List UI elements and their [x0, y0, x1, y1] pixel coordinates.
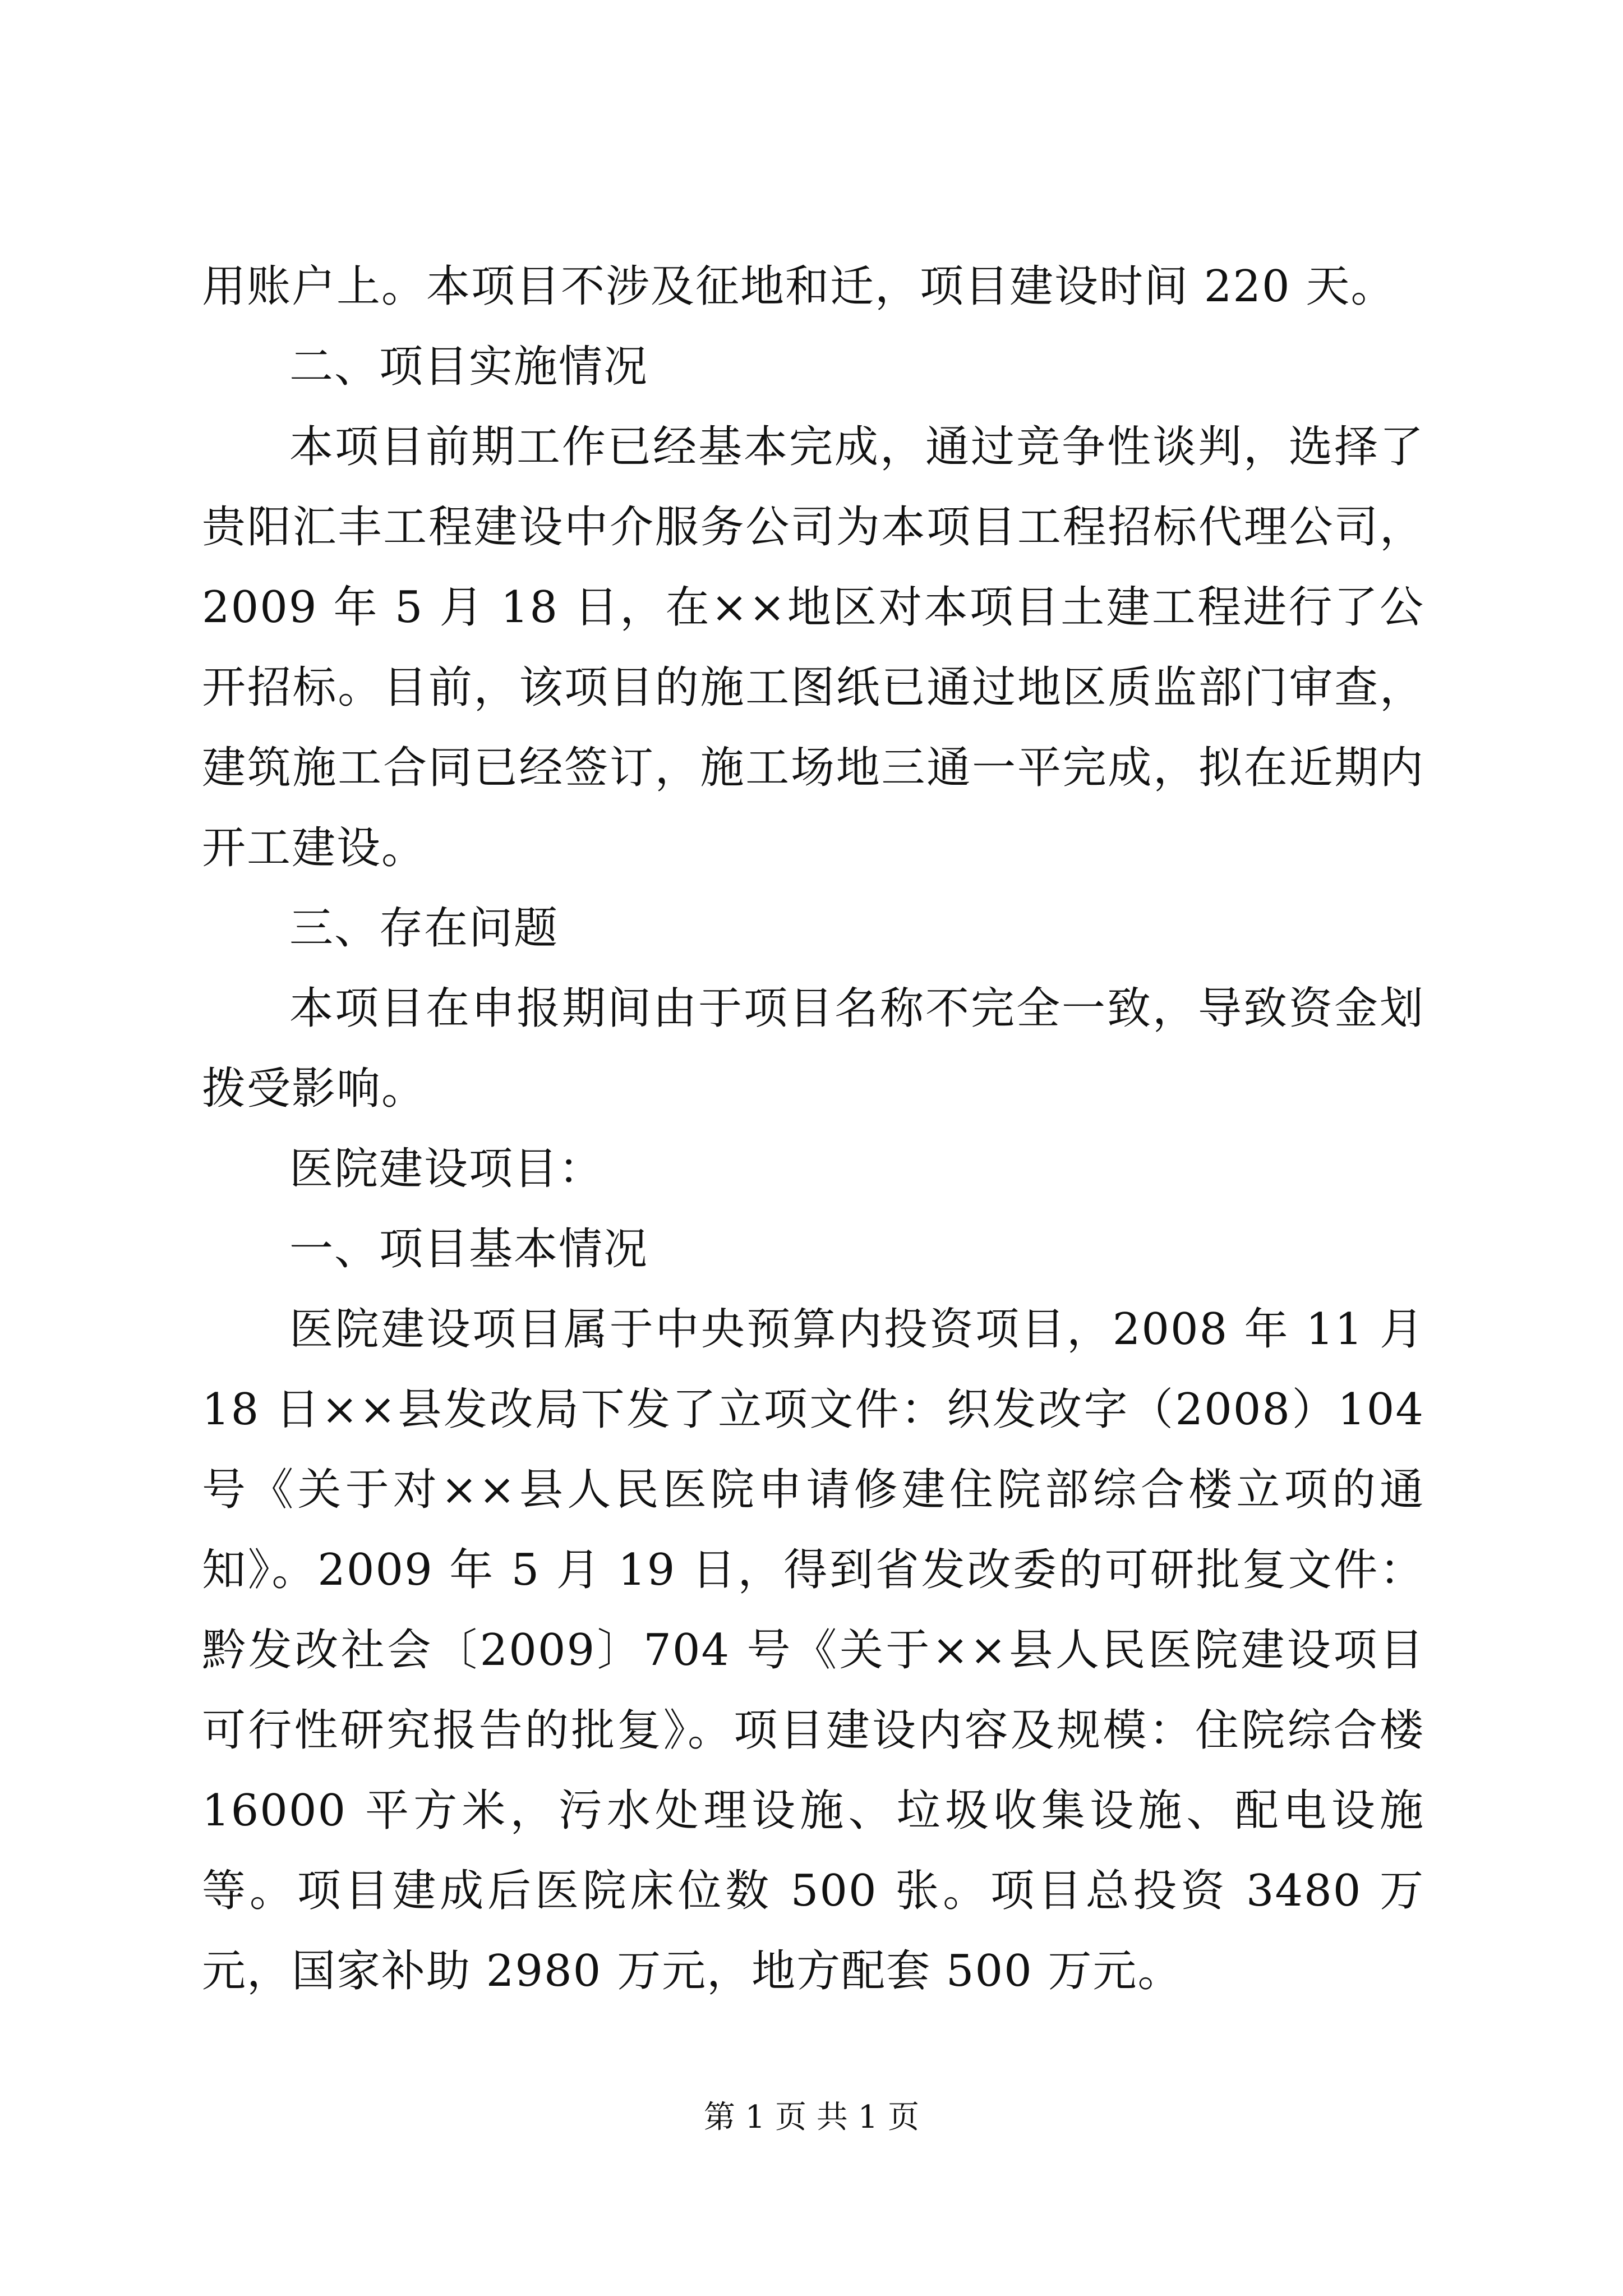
document-body [202, 247, 1424, 2012]
page-footer: 第 1 页 共 1 页 [703, 2099, 920, 2136]
heading-hospital-project: 医院建设项目： [289, 1144, 604, 1194]
paragraph-implementation: 本项目前期工作已经基本完成，通过竞争性谈判，选择了贵阳汇丰工程建设中介服务公司为本项目工程招标代理公司，2009 年 5 月 18 日，在××地区对本项目土建工程进行了公开招标。目前，该项目的施工图纸已通过地区质监部门审查，建筑施工合同已经签订，施工场地三通一平完成，拟在近期内开工建设。 [202, 422, 1424, 873]
heading-implementation: 二、项目实施情况 [289, 342, 649, 392]
heading-basic-info: 一、项目基本情况 [289, 1224, 649, 1274]
paragraph-problems: 本项目在申报期间由于项目名称不完全一致，导致资金划拨受影响。 [202, 983, 1424, 1114]
paragraph-continuation: 用账户上。本项目不涉及征地和迁，项目建设时间 220 天。 [202, 261, 1396, 312]
heading-problems: 三、存在问题 [289, 903, 559, 954]
paragraph-basic-info: 医院建设项目属于中央预算内投资项目，2008 年 11 月 18 日××县发改局下发了立项文件：织发改字（2008）104 号《关于对××县人民医院申请修建住院部综合楼立项的通知》。2009 年 5 月 19 日，得到省发改委的可研批复文件：黔发改社会〔2009〕704 号《关于××县人民医院建设项目可行性研究报告的批复》。项目建设内容及规模：住院综合楼 16000 平方米，污水处理设施、垃圾收集设施、配电设施等。项目建成后医院床位数 500 张。项目总投资 3480 万元，国家补助 2980 万元，地方配套 500 万元。 [202, 1304, 1424, 1996]
